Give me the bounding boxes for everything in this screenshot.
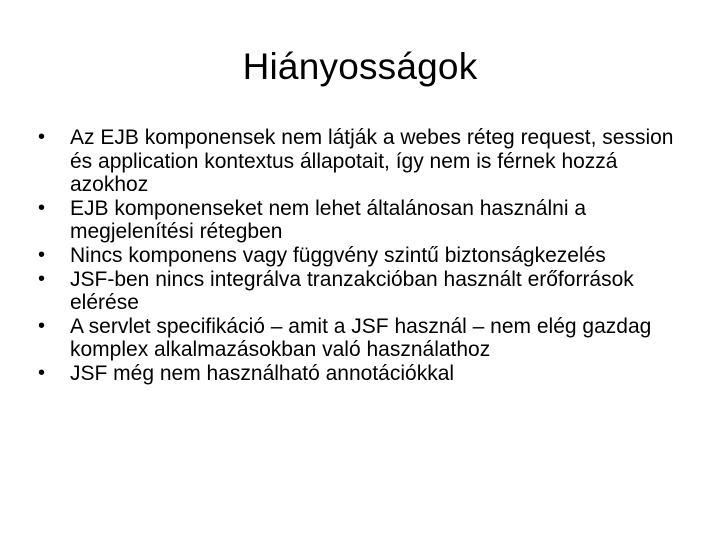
bullet-text: EJB komponenseket nem lehet általánosan használni a megjelenítési rétegben — [70, 196, 586, 244]
bullet-text: Nincs komponens vagy függvény szintű biztonságkezelés — [70, 243, 606, 267]
bullet-item — [36, 315, 686, 362]
bullet-dot-icon: • — [38, 267, 46, 290]
bullet-item — [36, 126, 686, 197]
bullet-dot-icon: • — [38, 126, 46, 148]
bullet-text: A servlet specifikáció – amit a JSF használ – nem elég gazdag komplex alkalmazásokban való használathoz — [70, 314, 652, 362]
bullet-text: JSF még nem használható annotációkkal — [70, 361, 455, 385]
bullet-item — [36, 244, 686, 268]
bullet-item — [36, 197, 686, 244]
bullet-dot-icon: • — [38, 314, 46, 337]
bullet-item — [36, 362, 686, 386]
bullet-text: JSF-ben nincs integrálva tranzakcióban használt erőforrások elérése — [70, 267, 634, 315]
bullet-dot-icon: • — [38, 243, 46, 266]
bullet-dot-icon: • — [38, 361, 46, 384]
bullet-list — [36, 126, 686, 386]
bullet-dot-icon: • — [38, 196, 46, 219]
bullet-text: Az EJB komponensek nem látják a webes réteg request, session és application kontextus állapotait, így nem is férnek hozzá azokhoz — [70, 126, 674, 197]
slide-title: Hiányosságok — [242, 46, 478, 87]
bullet-item — [36, 268, 686, 315]
